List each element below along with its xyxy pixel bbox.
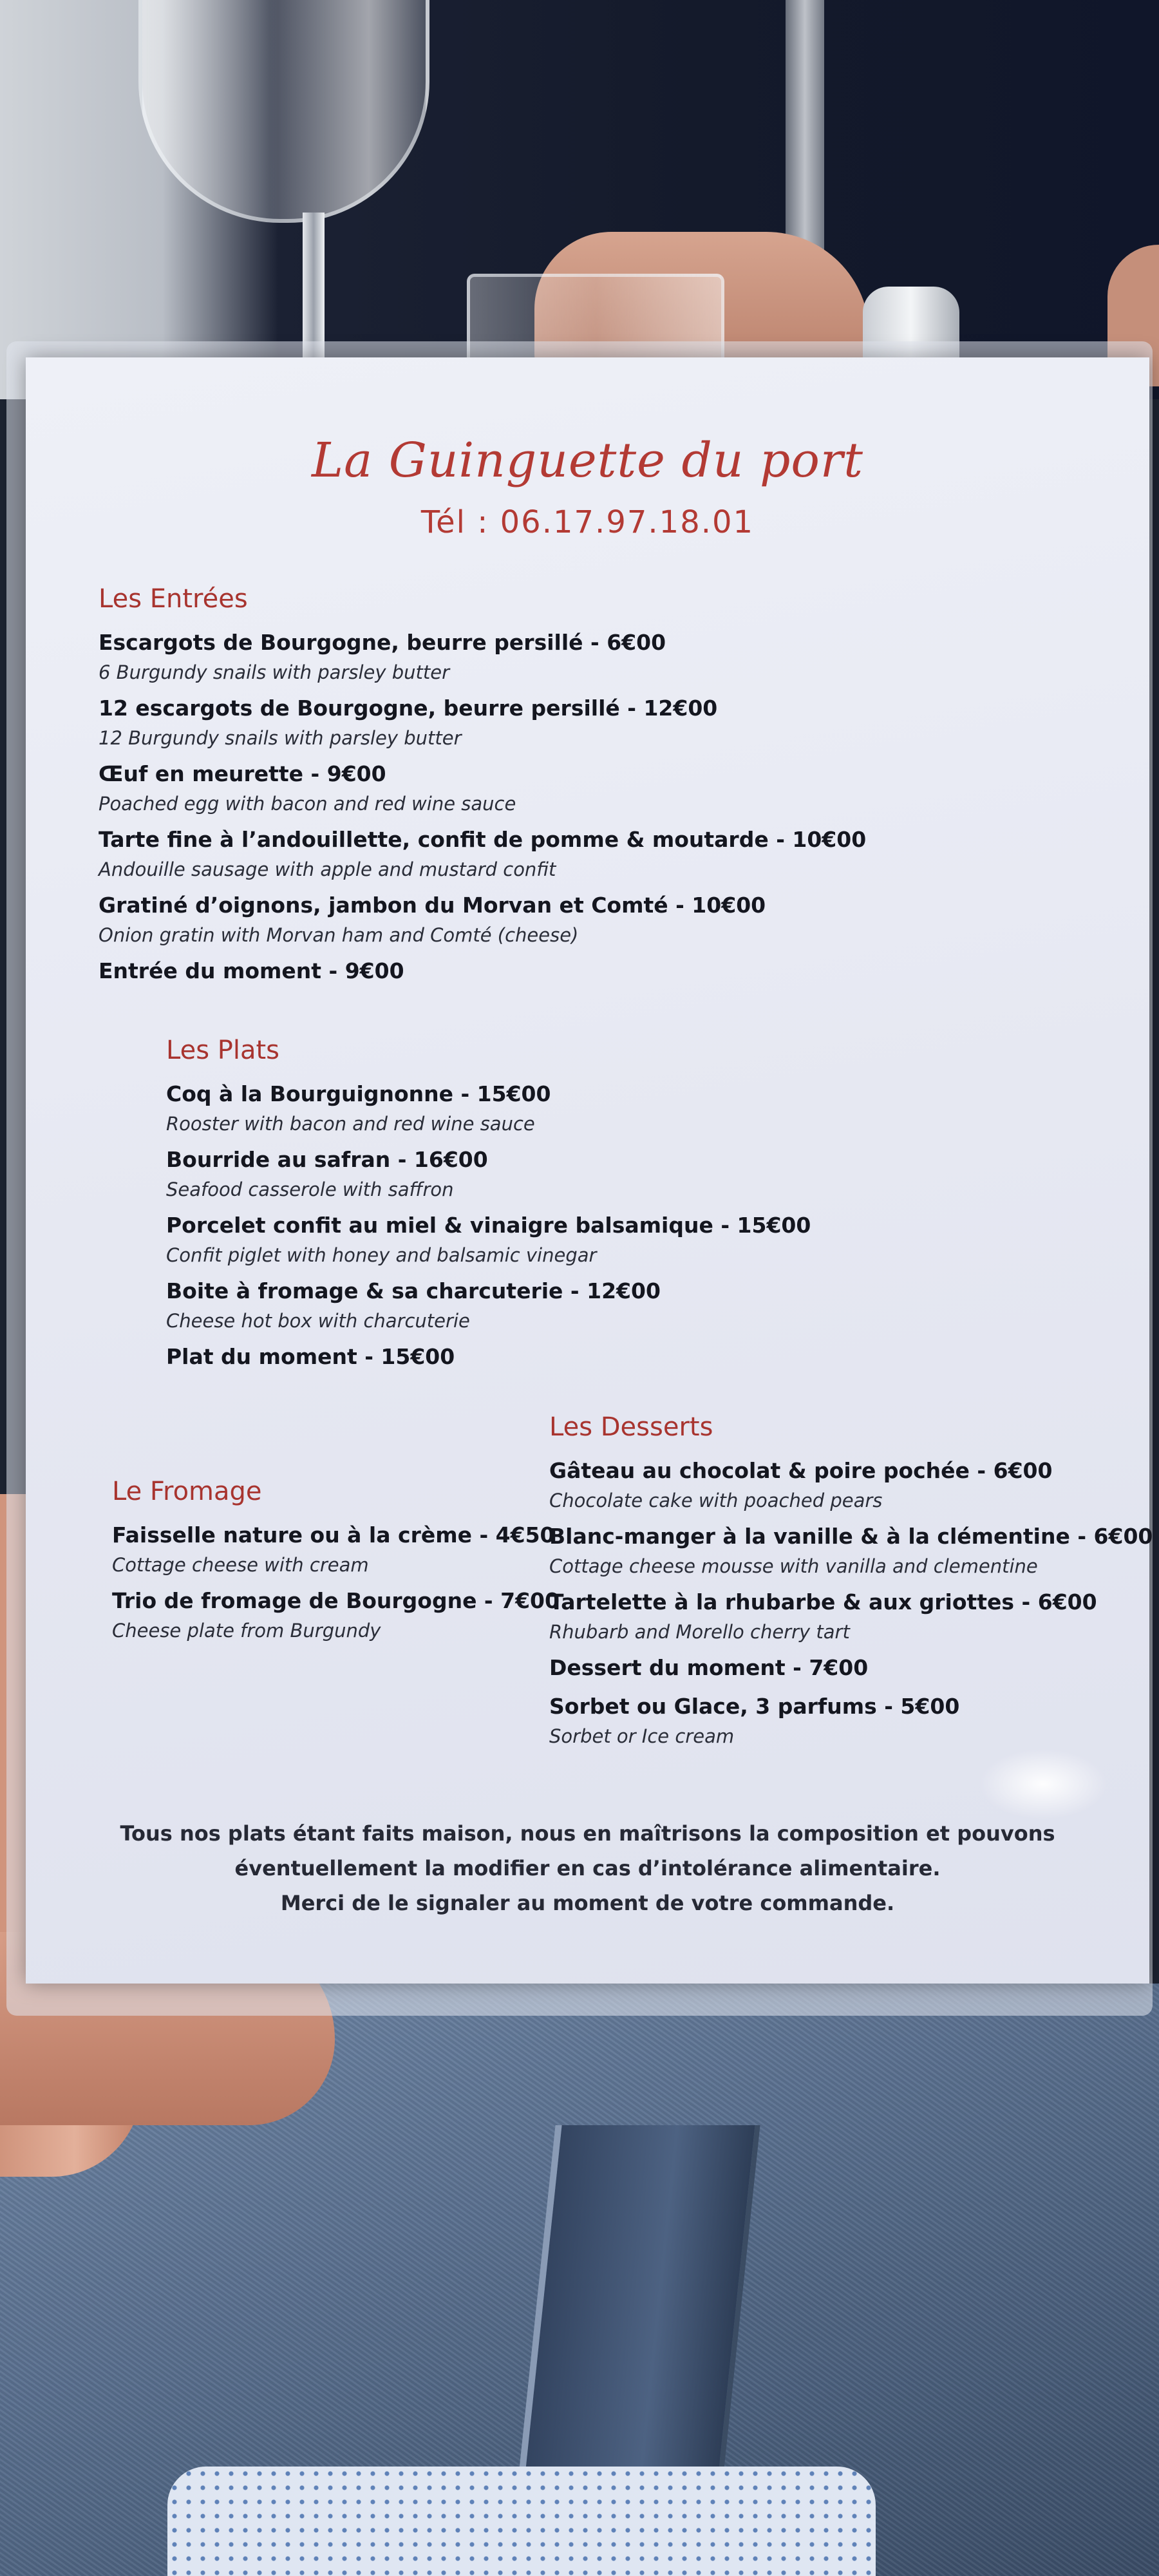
item-description: Rhubarb and Morello cherry tart — [549, 1621, 850, 1643]
item-name: Sorbet ou Glace, 3 parfums - 5€00 — [549, 1694, 960, 1719]
menu-item — [549, 1455, 1153, 1514]
menu-item — [166, 1078, 811, 1137]
item-name: Porcelet confit au miel & vinaigre balsamique - 15€00 — [166, 1213, 811, 1238]
menu-item — [549, 1690, 1153, 1750]
item-description: Seafood casserole with saffron — [166, 1179, 454, 1200]
item-description: Chocolate cake with poached pears — [549, 1490, 883, 1511]
item-description: Onion gratin with Morvan ham and Comté (cheese) — [99, 924, 579, 946]
section-title-fromage: Le Fromage — [112, 1477, 262, 1506]
menu-item — [166, 1275, 811, 1334]
item-name: Boite à fromage & sa charcuterie - 12€00 — [166, 1278, 661, 1303]
menu-item — [166, 1341, 811, 1373]
section-title-plats: Les Plats — [166, 1036, 280, 1065]
light-glare — [979, 1748, 1107, 1819]
menu-sheet — [26, 357, 1153, 1984]
section-entrees — [99, 584, 866, 994]
item-name: Plat du moment - 15€00 — [166, 1344, 455, 1369]
restaurant-name: La Guinguette du port — [311, 433, 864, 488]
section-title-desserts: Les Desserts — [549, 1412, 713, 1442]
menu-item — [549, 1586, 1153, 1645]
item-name: Gratiné d’oignons, jambon du Morvan et Comté - 10€00 — [99, 893, 766, 918]
allergy-notice-line: éventuellement la modifier en cas d’intolérance alimentaire. — [234, 1856, 941, 1880]
menu-item — [99, 824, 866, 883]
menu-item — [166, 1144, 811, 1203]
restaurant-phone: Tél : 06.17.97.18.01 — [420, 504, 755, 540]
menu-item — [549, 1652, 1153, 1684]
menu-item — [549, 1520, 1153, 1580]
section-desserts — [549, 1412, 1153, 1756]
item-description: Confit piglet with honey and balsamic vinegar — [166, 1244, 597, 1266]
section-title-entrees: Les Entrées — [99, 584, 248, 614]
allergy-notice — [26, 1816, 1149, 1920]
item-description: Cottage cheese with cream — [112, 1554, 369, 1576]
menu-item — [99, 627, 866, 686]
item-description: 12 Burgundy snails with parsley butter — [99, 727, 462, 749]
item-name: 12 escargots de Bourgogne, beurre persillé - 12€00 — [99, 696, 718, 721]
item-name: Faisselle nature ou à la crème - 4€50 — [112, 1522, 555, 1548]
allergy-notice-line: Tous nos plats étant faits maison, nous en maîtrisons la composition et pouvons — [120, 1821, 1055, 1846]
item-description: Poached egg with bacon and red wine sauce — [99, 793, 516, 815]
menu-item — [99, 758, 866, 817]
item-name: Dessert du moment - 7€00 — [549, 1655, 869, 1680]
item-name: Escargots de Bourgogne, beurre persillé - 6€00 — [99, 630, 666, 655]
item-name: Gâteau au chocolat & poire pochée - 6€00 — [549, 1458, 1053, 1483]
item-name: Entrée du moment - 9€00 — [99, 958, 404, 983]
item-name: Œuf en meurette - 9€00 — [99, 761, 386, 786]
item-description: Cottage cheese mousse with vanilla and clementine — [549, 1555, 1038, 1577]
menu-item — [112, 1519, 560, 1578]
item-description: 6 Burgundy snails with parsley butter — [99, 661, 450, 683]
item-name: Coq à la Bourguignonne - 15€00 — [166, 1081, 551, 1106]
item-name: Blanc-manger à la vanille & à la clémentine - 6€00 — [549, 1524, 1153, 1549]
item-name: Tartelette à la rhubarbe & aux griottes - 6€00 — [549, 1589, 1097, 1615]
item-description: Cheese hot box with charcuterie — [166, 1310, 470, 1332]
menu-item — [112, 1585, 560, 1644]
item-description: Rooster with bacon and red wine sauce — [166, 1113, 535, 1135]
item-description: Sorbet or Ice cream — [549, 1725, 735, 1747]
patterned-shirt — [167, 2467, 876, 2576]
menu-item — [99, 889, 866, 949]
jeans-seam — [513, 2125, 760, 2524]
item-name: Bourride au safran - 16€00 — [166, 1147, 488, 1172]
item-description: Cheese plate from Burgundy — [112, 1620, 381, 1642]
allergy-notice-line: Merci de le signaler au moment de votre commande. — [280, 1891, 895, 1915]
item-name: Tarte fine à l’andouillette, confit de pomme & moutarde - 10€00 — [99, 827, 867, 852]
item-description: Andouille sausage with apple and mustard confit — [99, 858, 556, 880]
menu-item — [166, 1209, 811, 1269]
menu-item — [99, 955, 866, 987]
item-name: Trio de fromage de Bourgogne - 7€00 — [112, 1588, 560, 1613]
menu-item — [99, 692, 866, 752]
section-fromage — [112, 1477, 560, 1651]
section-plats — [166, 1036, 811, 1379]
